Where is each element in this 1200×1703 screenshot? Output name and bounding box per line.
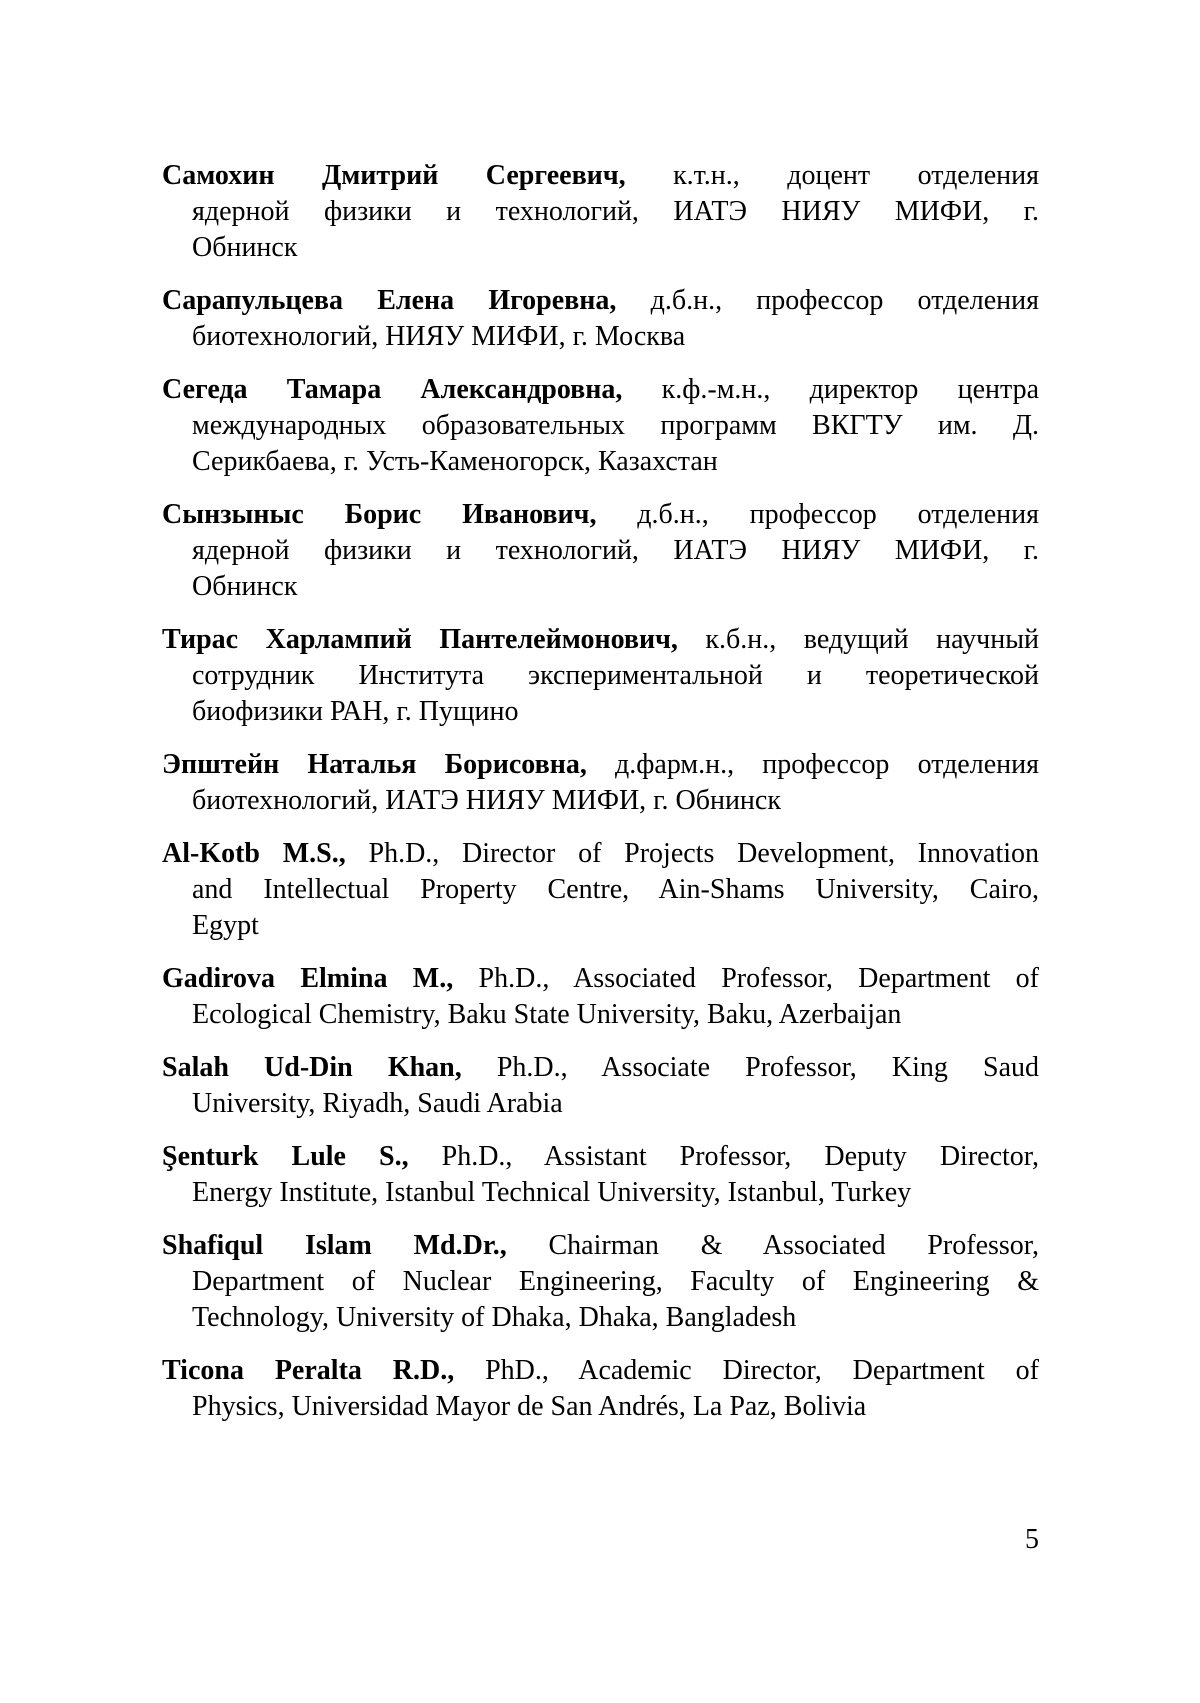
- entry-text: Chairman & Associated Professor,: [506, 1230, 1039, 1261]
- entry: [162, 836, 1039, 944]
- entry-line: биотехнологий, НИЯУ МИФИ, г. Москва: [192, 321, 686, 352]
- entry-line: [162, 158, 1039, 194]
- entry-text: Ph.D., Associate Professor, King Saud: [461, 1052, 1040, 1083]
- entry: [162, 961, 1039, 1033]
- entry-text: Ph.D., Assistant Professor, Deputy Director,: [408, 1141, 1039, 1172]
- entry: [162, 1228, 1039, 1336]
- entry-text: Ph.D., Director of Projects Development, Innovation: [345, 838, 1039, 869]
- entry-text: Ph.D., Associated Professor, Department of: [453, 963, 1039, 994]
- entry-line: биофизики РАН, г. Пущино: [192, 696, 519, 727]
- entry-line: Серикбаева, г. Усть-Каменогорск, Казахстан: [192, 446, 718, 477]
- entry-text: д.фарм.н., профессор отделения: [586, 749, 1039, 780]
- entry-line: [162, 836, 1039, 872]
- entry: [162, 747, 1039, 819]
- entry-name: Gadirova Elmina M.,: [162, 963, 454, 994]
- entry-name: Salah Ud-Din Khan,: [162, 1052, 462, 1083]
- entry-line: [162, 1228, 1039, 1264]
- entry-text: д.б.н., профессор отделения: [616, 285, 1039, 316]
- entry-line: ядерной физики и технологий, ИАТЭ НИЯУ МИФИ, г.: [192, 535, 1039, 566]
- entry-line: [162, 372, 1040, 408]
- entry-line: [162, 283, 1039, 319]
- entry-line: and Intellectual Property Centre, Ain-Shams University, Cairo,: [192, 874, 1039, 905]
- entry-name: Самохин Дмитрий Сергеевич,: [162, 160, 626, 191]
- entry-line: [162, 961, 1039, 997]
- entry-line: [162, 1139, 1039, 1175]
- entry-text: к.т.н., доцент отделения: [625, 160, 1039, 191]
- entry-line: Technology, University of Dhaka, Dhaka, Bangladesh: [192, 1302, 797, 1333]
- entry: [162, 1139, 1039, 1211]
- entry: [162, 1353, 1039, 1425]
- entry-name: Эпштейн Наталья Борисовна,: [162, 749, 587, 780]
- entry-text: к.ф.-м.н., директор центра: [622, 374, 1040, 405]
- entry-name: Сарапульцева Елена Игоревна,: [162, 285, 617, 316]
- entry-line: [162, 747, 1039, 783]
- entry-line: ядерной физики и технологий, ИАТЭ НИЯУ МИФИ, г.: [192, 196, 1039, 227]
- entry-line: сотрудник Института экспериментальной и теоретической: [192, 660, 1039, 691]
- entry: [162, 1050, 1039, 1122]
- entry-name: Al-Kotb M.S.,: [162, 838, 346, 869]
- entry-name: Сынзыныс Борис Иванович,: [162, 499, 597, 530]
- entry: [162, 622, 1039, 730]
- entries-list: [162, 158, 1039, 1442]
- entry-name: Shafiqul Islam Md.Dr.,: [162, 1230, 507, 1261]
- entry: [162, 283, 1039, 355]
- entry-line: [162, 622, 1040, 658]
- entry-line: международных образовательных программ ВКГТУ им. Д.: [192, 410, 1039, 441]
- entry-text: к.б.н., ведущий научный: [677, 624, 1040, 655]
- entry-name: Тирас Харлампий Пантелеймонович,: [162, 624, 678, 655]
- entry-line: Egypt: [192, 910, 259, 941]
- entry-line: Обнинск: [192, 571, 298, 602]
- entry: [162, 497, 1039, 605]
- entry-line: Physics, Universidad Mayor de San Andrés, La Paz, Bolivia: [192, 1391, 867, 1422]
- entry-line: [162, 1353, 1040, 1389]
- entry-line: Ecological Chemistry, Baku State University, Baku, Azerbaijan: [192, 999, 902, 1030]
- entry-line: University, Riyadh, Saudi Arabia: [192, 1088, 563, 1119]
- entry-text: д.б.н., профессор отделения: [596, 499, 1039, 530]
- entry-line: Обнинск: [192, 232, 298, 263]
- entry-line: [162, 497, 1039, 533]
- entry-line: биотехнологий, ИАТЭ НИЯУ МИФИ, г. Обнинск: [192, 785, 781, 816]
- entry-text: PhD., Academic Director, Department of: [454, 1355, 1040, 1386]
- entry: [162, 372, 1039, 480]
- entry-name: Şenturk Lule S.,: [162, 1141, 409, 1172]
- page-number: 5: [1025, 1524, 1039, 1555]
- entry-line: Energy Institute, Istanbul Technical University, Istanbul, Turkey: [192, 1177, 912, 1208]
- entry-name: Ticona Peralta R.D.,: [162, 1355, 455, 1386]
- entry: [162, 158, 1039, 266]
- entry-name: Сегеда Тамара Александровна,: [162, 374, 623, 405]
- entry-line: [162, 1050, 1040, 1086]
- entry-line: Department of Nuclear Engineering, Faculty of Engineering &: [192, 1266, 1039, 1297]
